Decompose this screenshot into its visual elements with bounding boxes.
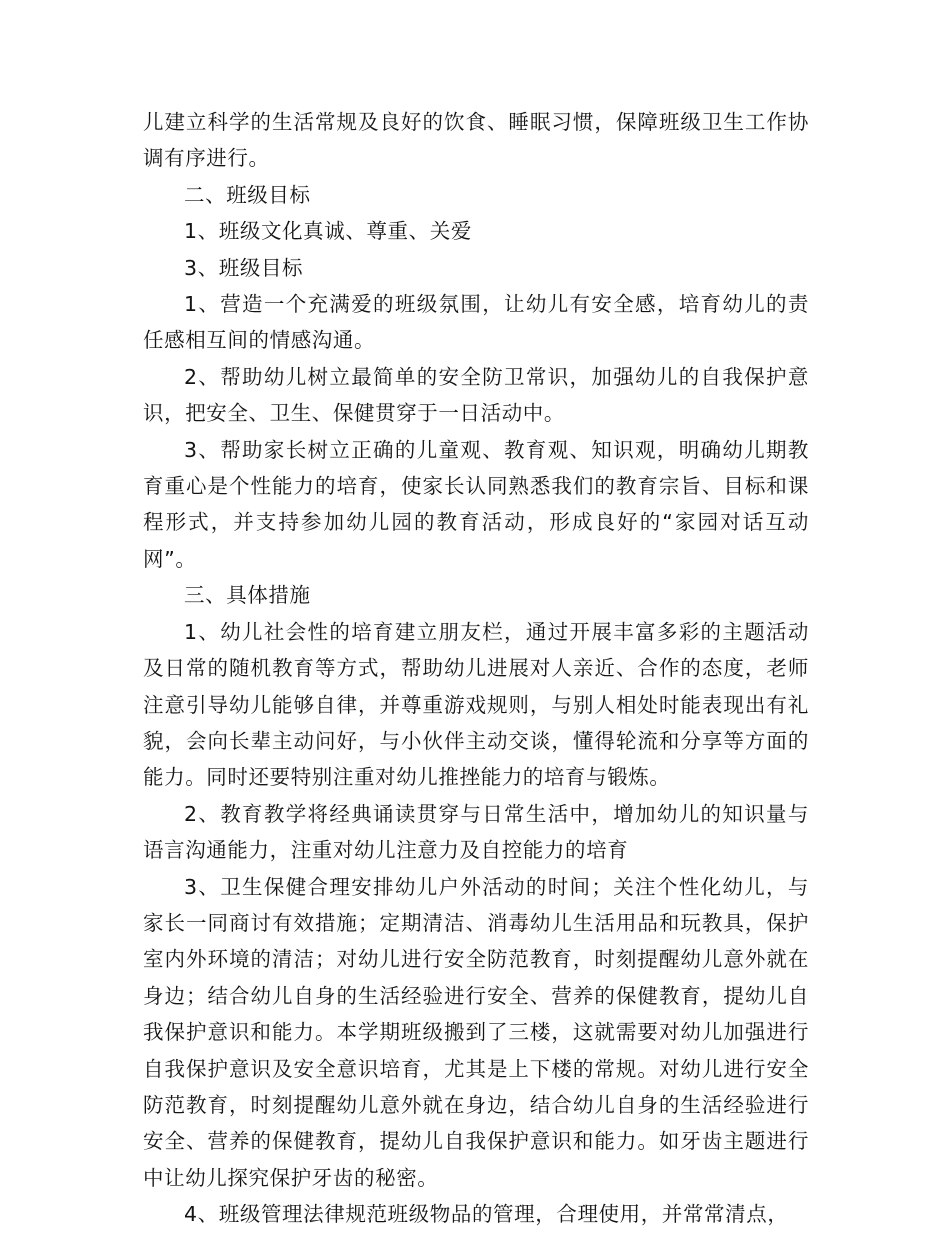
list-item-class-culture: 1、班级文化真诚、尊重、关爱	[184, 219, 472, 244]
subheading-class-goals: 3、班级目标	[184, 255, 304, 280]
paragraph-goal-3: 3、帮助家长树立正确的儿童观、教育观、知识观，明确幼儿期教育重心是个性能力的培育，使家长认同熟悉我们的教育宗旨、目标和课程形式，并支持参加幼儿园的教育活动，形成良好的“家园对话互动网”。	[143, 437, 809, 571]
document-page	[143, 104, 809, 1233]
paragraph-goal-2: 2、帮助幼儿树立最简单的安全防卫常识，加强幼儿的自我保护意识，把安全、卫生、保健贯穿于一日活动中。	[143, 364, 809, 426]
section-heading-measures: 三、具体措施	[184, 583, 311, 608]
paragraph-measure-1: 1、幼儿社会性的培育建立朋友栏，通过开展丰富多彩的主题活动及日常的随机教育等方式，帮助幼儿进展对人亲近、合作的态度，老师注意引导幼儿能够自律，并尊重游戏规则，与别人相处时能表现出有礼貌，会向长辈主动问好，与小伙伴主动交谈，懂得轮流和分享等方面的能力。同时还要特别注重对幼儿推挫能力的培育与锻炼。	[143, 619, 809, 790]
paragraph-measure-2: 2、教育教学将经典诵读贯穿与日常生活中，增加幼儿的知识量与语言沟通能力，注重对幼儿注意力及自控能力的培育	[143, 801, 809, 863]
paragraph-continuation: 儿建立科学的生活常规及良好的饮食、睡眠习惯，保障班级卫生工作协调有序进行。	[143, 110, 809, 171]
paragraph-goal-1: 1、营造一个充满爱的班级氛围，让幼儿有安全感，培育幼儿的责任感相互间的情感沟通。	[143, 292, 809, 353]
paragraph-measure-4: 4、班级管理法律规范班级物品的管理，合理使用，并常常清点，	[184, 1202, 789, 1227]
paragraph-measure-3: 3、卫生保健合理安排幼儿户外活动的时间；关注个性化幼儿，与家长一同商讨有效措施；定期清洁、消毒幼儿生活用品和玩教具，保护室内外环境的清洁；对幼儿进行安全防范教育，时刻提醒幼儿意外就在身边；结合幼儿自身的生活经验进行安全、营养的保健教育，提幼儿自我保护意识和能力。本学期班级搬到了三楼，这就需要对幼儿加强进行自我保护意识及安全意识培育，尤其是上下楼的常规。对幼儿进行安全防范教育，时刻提醒幼儿意外就在身边，结合幼儿自身的生活经验进行安全、营养的保健教育，提幼儿自我保护意识和能力。如牙齿主题进行中让幼儿探究保护牙齿的秘密。	[143, 874, 809, 1190]
section-heading-class-goals: 二、班级目标	[184, 182, 311, 207]
